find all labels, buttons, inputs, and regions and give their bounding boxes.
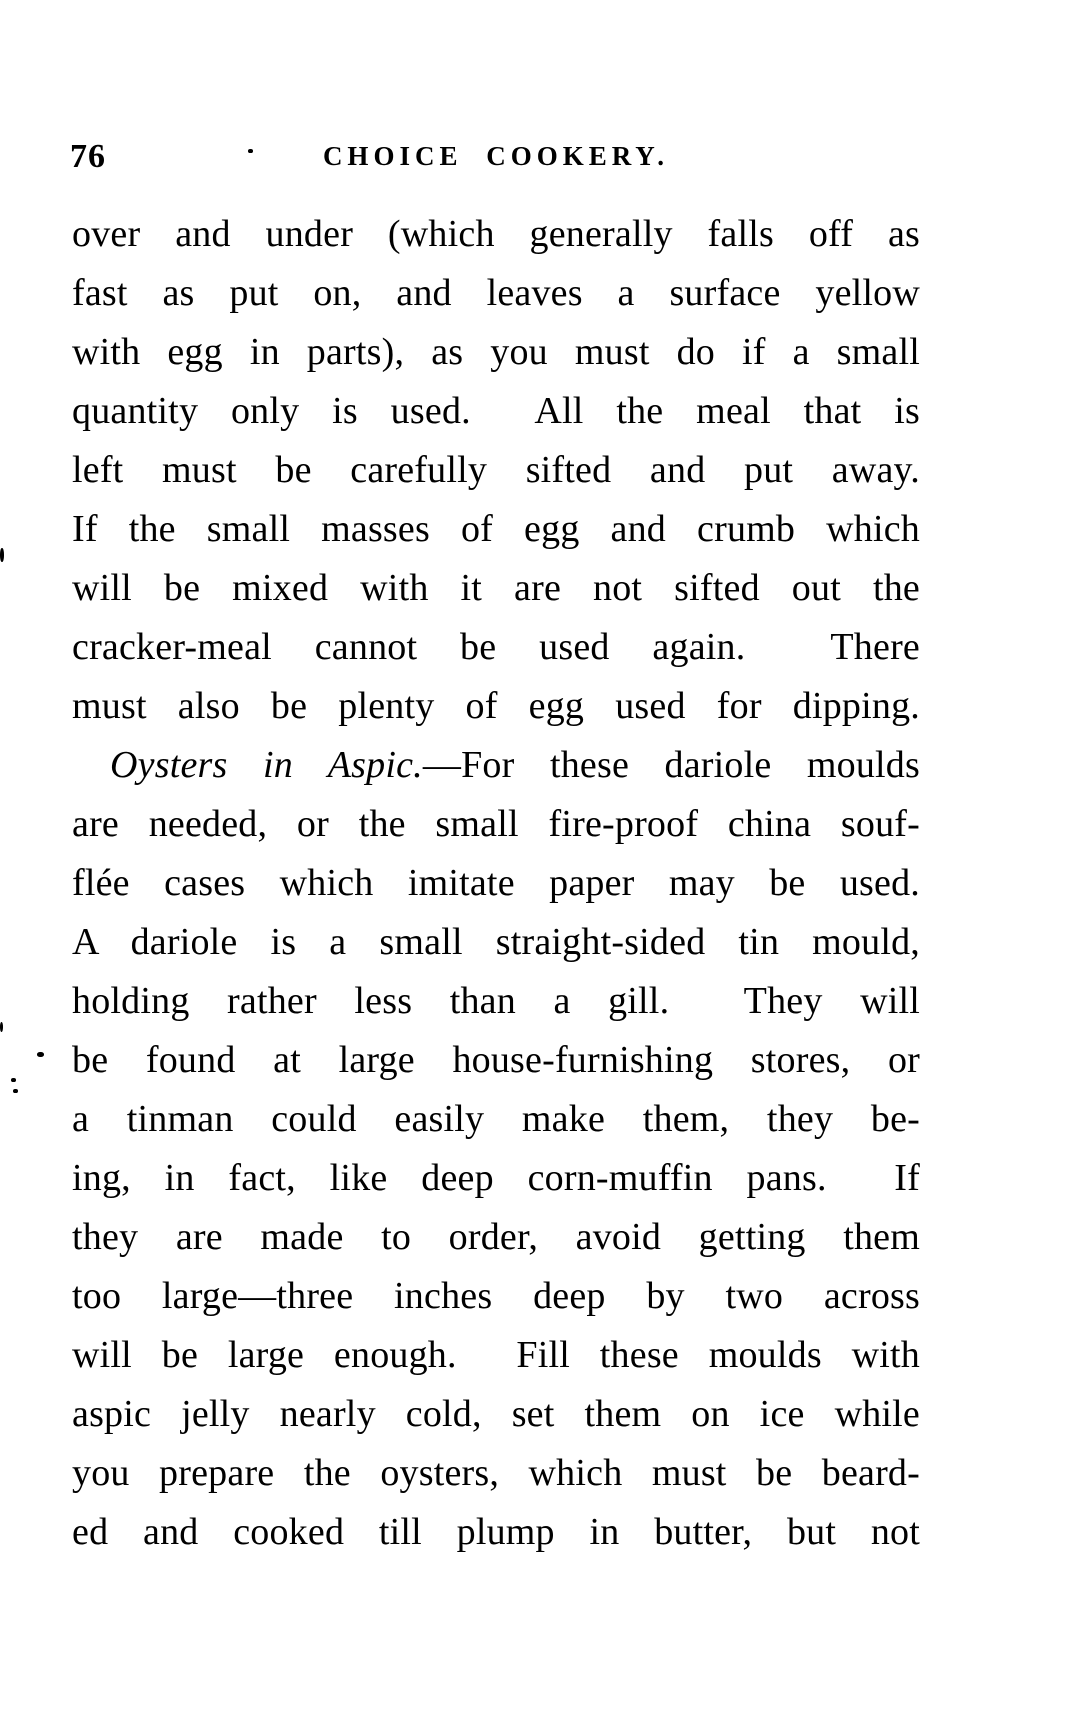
text-line xyxy=(72,1444,920,1503)
text-segment: aspic jelly nearly cold, set them on ice while xyxy=(72,1393,920,1435)
body-text xyxy=(72,205,920,1562)
recipe-title-italic: Oysters in Aspic. xyxy=(110,744,423,786)
text-line xyxy=(72,1267,920,1326)
text-segment: with egg in parts), as you must do if a small xyxy=(72,331,920,373)
text-segment: ing, in fact, like deep corn-muffin pans. If xyxy=(72,1157,920,1199)
text-segment: holding rather less than a gill. They will xyxy=(72,980,920,1022)
text-line xyxy=(72,559,920,618)
text-line xyxy=(72,1326,920,1385)
page-number: 76 xyxy=(70,138,106,175)
text-segment: too large—three inches deep by two across xyxy=(72,1275,920,1317)
text-segment: are needed, or the small fire-proof china souf- xyxy=(72,803,920,845)
text-line xyxy=(72,677,920,736)
text-segment: will be mixed with it are not sifted out the xyxy=(72,567,920,609)
text-segment: over and under (which generally falls off as xyxy=(72,213,920,255)
text-segment: cracker-meal cannot be used again. There xyxy=(72,626,920,668)
text-line xyxy=(72,1149,920,1208)
text-segment: will be large enough. Fill these moulds with xyxy=(72,1334,920,1376)
text-segment: left must be carefully sifted and put away. xyxy=(72,449,920,491)
text-segment: —For these dariole moulds xyxy=(422,744,920,786)
text-segment: flée cases which imitate paper may be used. xyxy=(72,862,920,904)
text-line xyxy=(72,972,920,1031)
text-line xyxy=(72,205,920,264)
scan-artifact xyxy=(11,1078,16,1082)
scan-artifact xyxy=(0,1022,3,1032)
text-line xyxy=(72,795,920,854)
text-line xyxy=(72,1090,920,1149)
text-segment: ed and cooked till plump in butter, but not xyxy=(72,1511,920,1553)
text-segment: quantity only is used. All the meal that is xyxy=(72,390,920,432)
text-line xyxy=(72,500,920,559)
text-line xyxy=(72,323,920,382)
scan-artifact xyxy=(248,149,253,153)
text-segment: they are made to order, avoid getting them xyxy=(72,1216,920,1258)
text-segment: If the small masses of egg and crumb which xyxy=(72,508,920,550)
text-line xyxy=(72,382,920,441)
text-line xyxy=(72,913,920,972)
scan-artifact xyxy=(13,1089,18,1093)
text-segment: you prepare the oysters, which must be beard- xyxy=(72,1452,920,1494)
text-line xyxy=(72,736,920,795)
running-title: CHOICE COOKERY. xyxy=(322,141,670,171)
scan-artifact xyxy=(0,548,4,562)
text-line xyxy=(72,618,920,677)
text-segment: fast as put on, and leaves a surface yellow xyxy=(72,272,920,314)
text-segment: must also be plenty of egg used for dipping. xyxy=(72,685,920,727)
text-line xyxy=(72,1503,920,1562)
text-segment: a tinman could easily make them, they be- xyxy=(72,1098,920,1140)
text-line xyxy=(72,1385,920,1444)
text-segment: be found at large house-furnishing stores, or xyxy=(72,1039,920,1081)
text-line xyxy=(72,441,920,500)
text-segment: A dariole is a small straight-sided tin mould, xyxy=(72,921,920,963)
text-line xyxy=(72,854,920,913)
text-line xyxy=(72,264,920,323)
text-line xyxy=(72,1031,920,1090)
text-line xyxy=(72,1208,920,1267)
scan-artifact xyxy=(37,1052,44,1057)
